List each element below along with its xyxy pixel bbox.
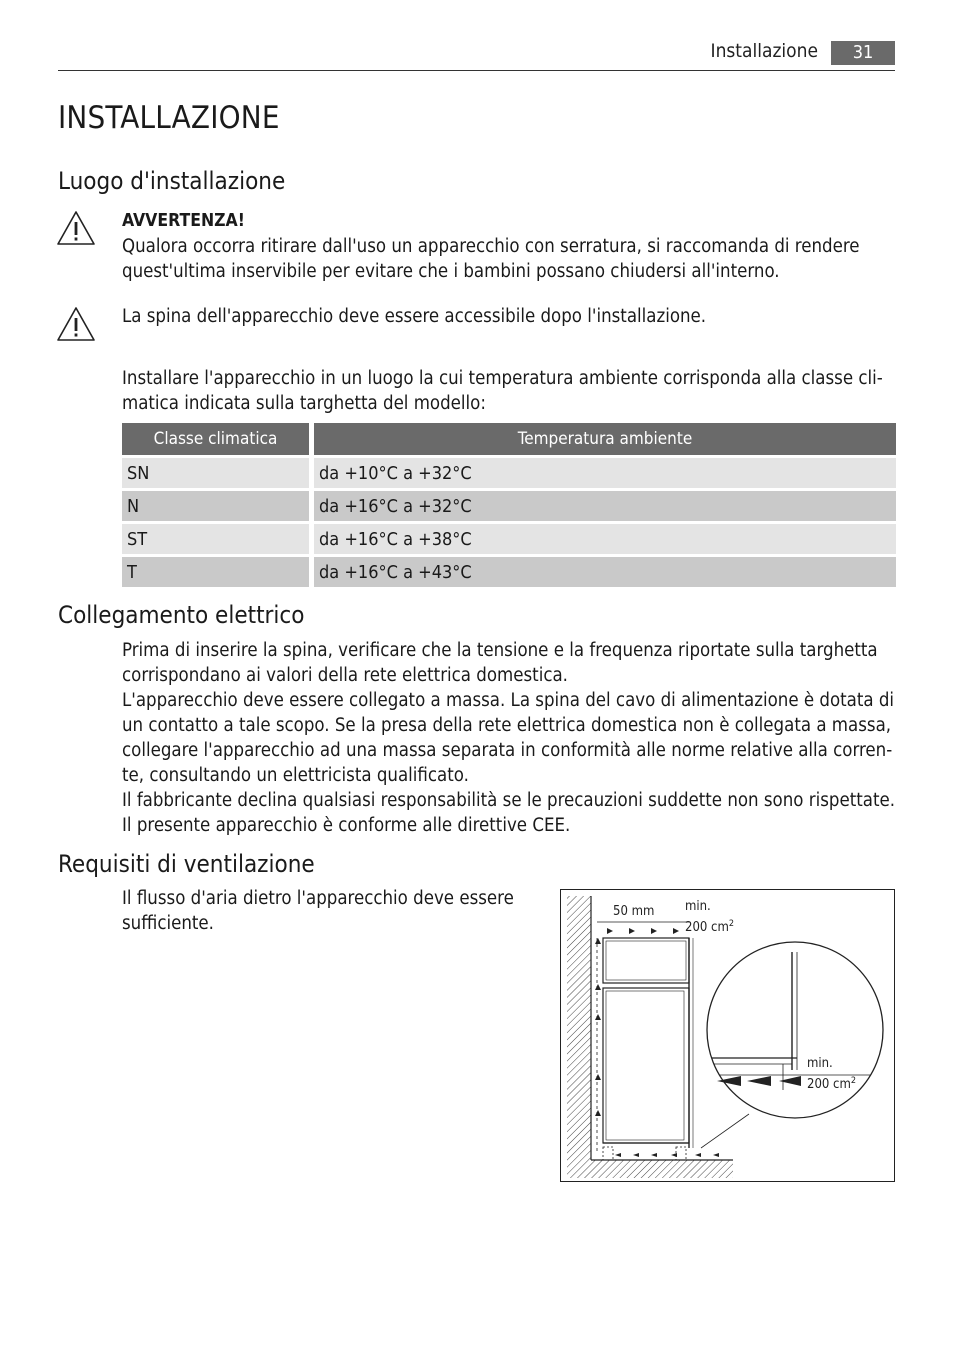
electrical-line: collegare l'apparecchio ad una massa separata in conformità alle norme relative alla corren- (122, 740, 893, 761)
page-number: 31 (831, 41, 895, 65)
cell-class: N (122, 491, 309, 521)
cell-temperature: da +16°C a +43°C (314, 557, 896, 587)
electrical-line: L'apparecchio deve essere collegato a massa. La spina del cavo di alimentazione è dotata di (122, 690, 895, 711)
warning-text (122, 234, 860, 284)
wall-hatch (567, 896, 591, 1178)
cell-class: SN (122, 458, 309, 488)
warning-title: AVVERTENZA! (122, 211, 245, 231)
superscript-bottom: 2 (850, 1076, 857, 1086)
area-label-top: 200 cm (685, 920, 729, 935)
gap-label: 50 mm (613, 904, 655, 919)
warning-triangle-icon (56, 210, 96, 246)
running-header-section: Installazione (710, 40, 818, 62)
electrical-line: Prima di inserire la spina, verificare che la tensione e la frequenza riportate sulla targhetta (122, 640, 878, 661)
heading-luogo: Luogo d'installazione (58, 167, 286, 195)
cell-class: T (122, 557, 309, 587)
svg-text:200 cm2 (685, 919, 734, 935)
table-row (122, 524, 896, 554)
ventilation-diagram (560, 889, 895, 1182)
cell-temperature: da +16°C a +38°C (314, 524, 896, 554)
min-label-bottom: min. (807, 1056, 833, 1071)
table-row (122, 458, 896, 488)
column-header-temperature: Temperatura ambiente (314, 423, 896, 455)
area-label-bottom: 200 cm (807, 1077, 851, 1092)
ventilation-diagram-drawing (561, 890, 894, 1181)
electrical-line: Il fabbricante declina qualsiasi responsabilità se le precauzioni suddette non sono rispettate. (122, 790, 895, 811)
electrical-line: Il presente apparecchio è conforme alle direttive CEE. (122, 815, 571, 836)
min-label-top: min. (685, 899, 711, 914)
svg-text:200 cm2 (807, 1076, 856, 1092)
intro-line: Installare l'apparecchio in un luogo la cui temperatura ambiente corrisponda alla classe cli- (122, 368, 883, 389)
ventilation-paragraph (122, 886, 514, 936)
cell-temperature: da +10°C a +32°C (314, 458, 896, 488)
heading-ventilazione: Requisiti di ventilazione (58, 850, 315, 878)
ventilation-line: Il flusso d'aria dietro l'apparecchio deve essere (122, 888, 514, 909)
electrical-paragraph (122, 638, 895, 838)
electrical-line: corrispondano ai valori della rete elettrica domestica. (122, 665, 568, 686)
intro-paragraph (122, 366, 883, 416)
electrical-line: te, consultando un elettricista qualificato. (122, 765, 469, 786)
superscript-top: 2 (728, 919, 735, 929)
floor-hatch (591, 1160, 733, 1178)
table-row (122, 557, 896, 587)
cell-class: ST (122, 524, 309, 554)
table-row (122, 491, 896, 521)
header-rule (58, 70, 895, 71)
electrical-line: un contatto a tale scopo. Se la presa della rete elettrica domestica non è collegata a massa, (122, 715, 892, 736)
column-header-class: Classe climatica (122, 423, 309, 455)
cell-temperature: da +16°C a +32°C (314, 491, 896, 521)
table-header-row (122, 423, 896, 455)
heading-collegamento: Collegamento elettrico (58, 601, 305, 629)
climate-class-table (122, 420, 896, 590)
page-title: INSTALLAZIONE (58, 100, 280, 136)
warning-triangle-icon (56, 306, 96, 342)
warning-line: Qualora occorra ritirare dall'uso un apparecchio con serratura, si raccomanda di rendere (122, 236, 860, 257)
plug-note: La spina dell'apparecchio deve essere accessibile dopo l'installazione. (122, 306, 707, 327)
ventilation-line: sufficiente. (122, 913, 214, 934)
intro-line: matica indicata sulla targhetta del modello: (122, 393, 486, 414)
warning-line: quest'ultima inservibile per evitare che i bambini possano chiudersi all'interno. (122, 261, 780, 282)
